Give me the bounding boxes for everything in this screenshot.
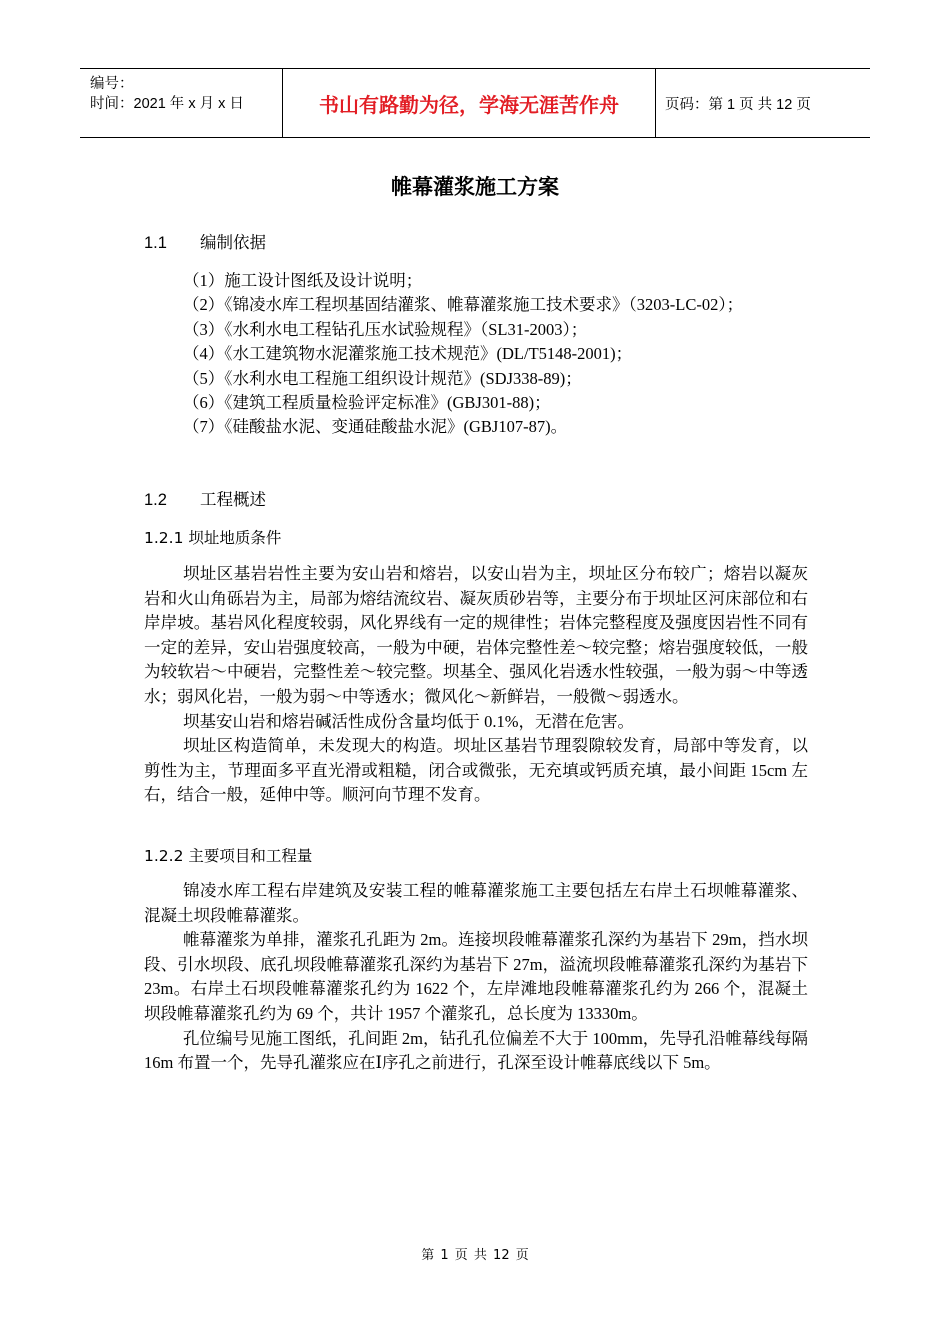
- section-title: 工程概述: [200, 490, 266, 509]
- list-item: （2）《锦凌水库工程坝基固结灌浆、帷幕灌浆施工技术要求》（3203-LC-02）；: [183, 295, 744, 315]
- section-number: 1.2: [144, 491, 167, 509]
- list-item: （7）《硅酸盐水泥、变通硅酸盐水泥》(GBJ107-87)。: [183, 417, 568, 437]
- header-page-info: 页码：第 1 页 共 12 页: [665, 96, 811, 113]
- list-item: （3）《水利水电工程钻孔压水试验规程》（SL31-2003）；: [183, 319, 588, 339]
- project-section: [144, 879, 808, 1076]
- header-meta: [80, 69, 282, 137]
- section-number: 1.1: [144, 234, 167, 252]
- list-item: （6）《建筑工程质量检验评定标准》(GBJ301-88)；: [183, 393, 551, 413]
- basis-list: [144, 269, 808, 440]
- paragraph: 坝址区构造简单，未发现大的构造。坝址区基岩节理裂隙较发育，局部中等发育，以剪性为主，节理面多平直光滑或粗糙，闭合或微张，无充填或钙质充填，最小间距 15cm 左右，结合一般，延伸中等。顺河向节理不发育。: [144, 736, 808, 805]
- list-item: （5）《水利水电工程施工组织设计规范》(SDJ338-89)；: [183, 368, 582, 388]
- section-title: 编制依据: [200, 233, 266, 252]
- geology-section: [144, 562, 808, 808]
- header-motto: 书山有路勤为径，学海无涯苦作舟: [282, 69, 656, 137]
- paragraph: 坝基安山岩和熔岩碱活性成份含量均低于 0.1%，无潜在危害。: [183, 711, 634, 731]
- page-footer: 第 1 页 共 12 页: [421, 1248, 529, 1263]
- time-label: 时间：2021 年 x 月 x 日: [90, 96, 244, 112]
- list-item: （4）《水工建筑物水泥灌浆施工技术规范》(DL/T5148-2001)；: [183, 344, 633, 364]
- section-heading-1-2: [144, 486, 266, 510]
- list-item: （1）施工设计图纸及设计说明；: [183, 271, 423, 290]
- paragraph: 帷幕灌浆为单排，灌浆孔孔距为 2m。连接坝段帷幕灌浆孔深约为基岩下 29m，挡水坝段、引水坝段、底孔坝段帷幕灌浆孔深约为基岩下 27m，溢流坝段帷幕灌浆孔深约为基岩下 23m。右岸土石坝段帷幕灌浆孔约为 1622 个，左岸滩地段帷幕灌浆孔约为 266 个，混凝土坝段帷幕灌浆孔约为 69 个，共计 1957 个灌浆孔，总长度为 13330m。: [144, 930, 808, 1023]
- paragraph: 孔位编号见施工图纸，孔间距 2m，钻孔孔位偏差不大于 100mm，先导孔沿帷幕线每隔 16m 布置一个，先导孔灌浆应在Ⅰ序孔之前进行，孔深至设计帷幕底线以下 5m。: [144, 1028, 808, 1073]
- subsection-heading-1-2-2: 1.2.2 主要项目和工程量: [144, 847, 313, 865]
- subsection-heading-1-2-1: 1.2.1 坝址地质条件: [144, 529, 282, 547]
- serial-label: 编号：: [90, 76, 134, 92]
- section-heading-1-1: [144, 229, 266, 253]
- header-table: [80, 68, 870, 138]
- document-title: 帷幕灌浆施工方案: [391, 175, 559, 199]
- paragraph: 坝址区基岩岩性主要为安山岩和熔岩，以安山岩为主，坝址区分布较广；熔岩以凝灰岩和火山角砾岩为主，局部为熔结流纹岩、凝灰质砂岩等，主要分布于坝址区河床部位和右岸岸坡。基岩风化程度较弱，风化界线有一定的规律性；岩体完整程度及强度因岩性不同有一定的差异，安山岩强度较高，一般为中硬，岩体完整性差～较完整；熔岩强度较低，一般为较软岩～中硬岩，完整性差～较完整。坝基全、强风化岩透水性较强，一般为弱～中等透水；弱风化岩，一般为弱～中等透水；微风化～新鲜岩，一般微～弱透水。: [144, 564, 808, 706]
- paragraph: 锦凌水库工程右岸建筑及安装工程的帷幕灌浆施工主要包括左右岸土石坝帷幕灌浆、混凝土坝段帷幕灌浆。: [144, 881, 808, 925]
